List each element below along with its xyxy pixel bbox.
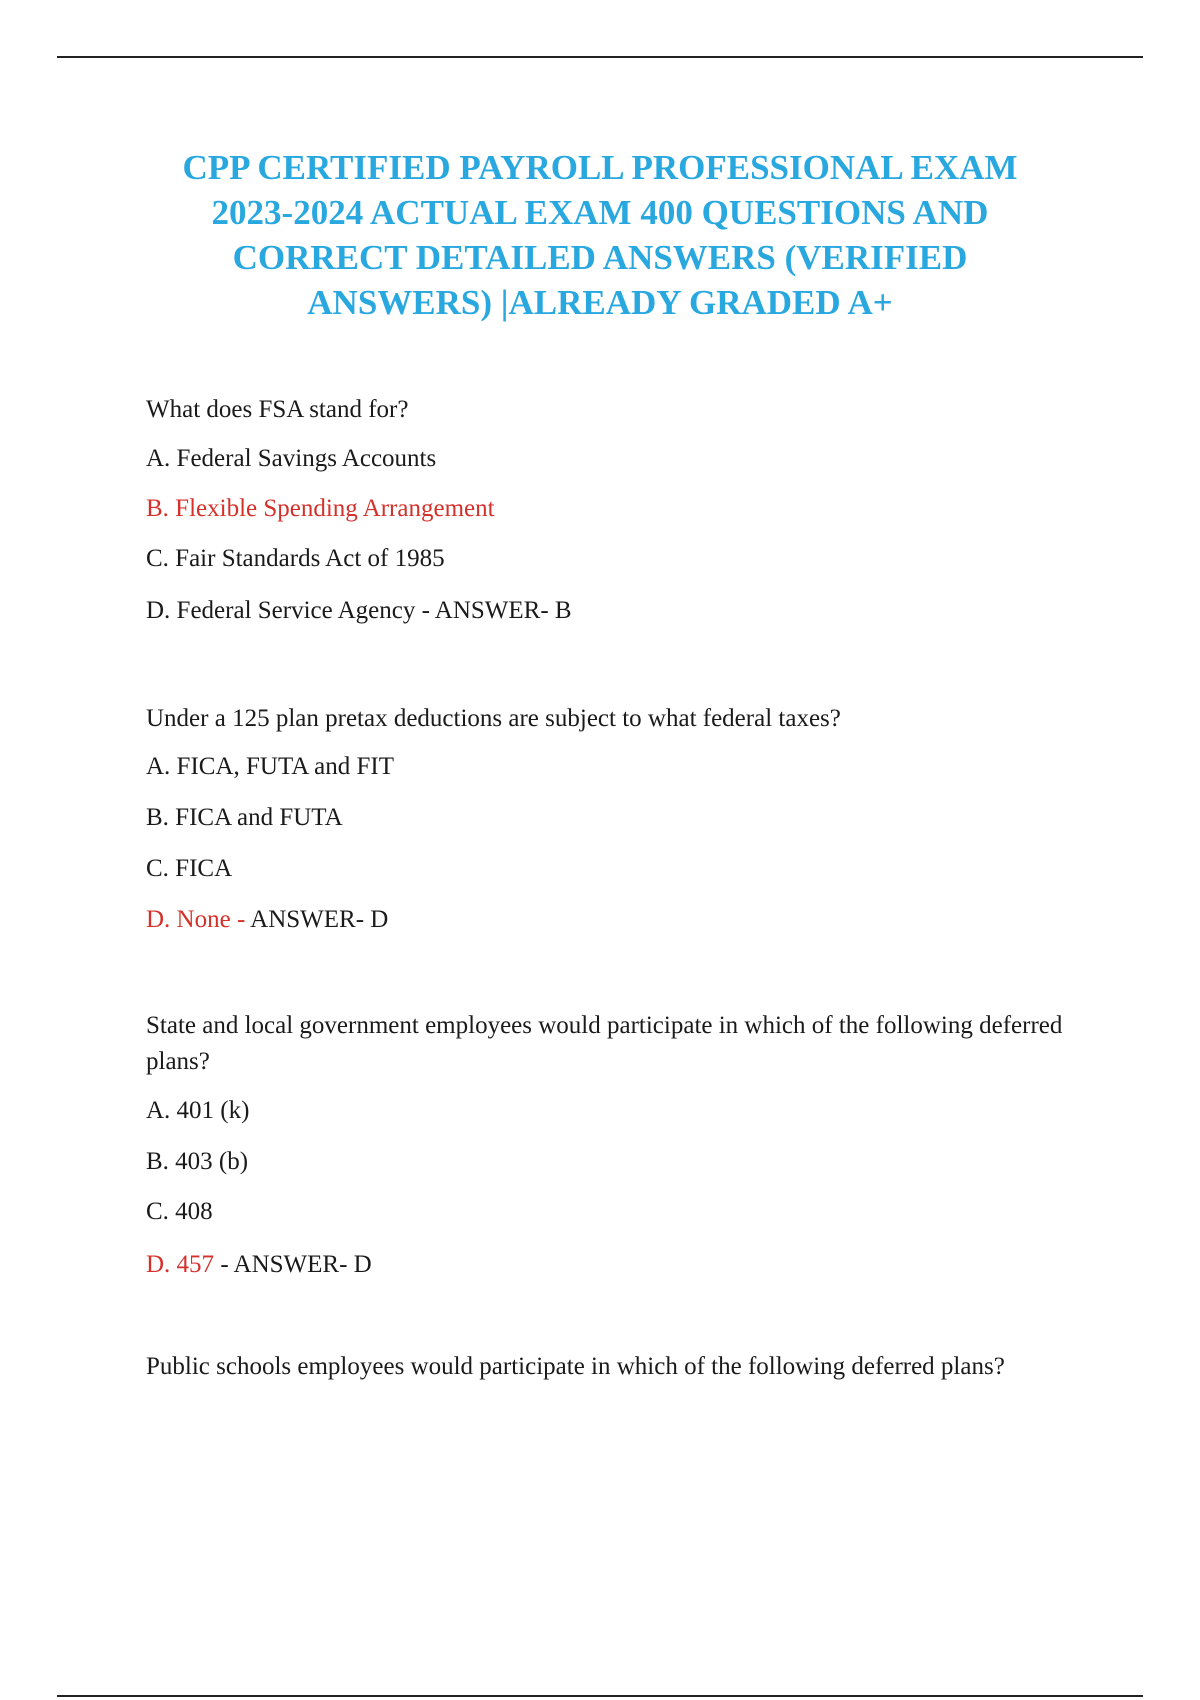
option-d-correct: D. None -	[146, 906, 246, 933]
title-line: CPP CERTIFIED PAYROLL PROFESSIONAL EXAM	[182, 148, 1018, 187]
option-a: A. FICA, FUTA and FIT	[146, 753, 395, 780]
option-b: B. FICA and FUTA	[146, 804, 343, 831]
question-text: What does FSA stand for?	[146, 396, 409, 423]
option-d	[146, 1250, 372, 1280]
title-line: 2023-2024 ACTUAL EXAM 400 QUESTIONS AND	[211, 193, 989, 232]
option-d-correct: D. 457	[146, 1251, 215, 1278]
option-d: D. Federal Service Agency - ANSWER- B	[146, 597, 572, 624]
question-text: Public schools employees would participate in which of the following deferred plans?	[146, 1353, 1005, 1380]
question-text: Under a 125 plan pretax deductions are subject to what federal taxes?	[146, 705, 841, 732]
option-c: C. FICA	[146, 855, 233, 882]
question-block-1	[146, 392, 1106, 632]
bottom-rule	[57, 1695, 1143, 1697]
option-a: A. Federal Savings Accounts	[146, 445, 437, 472]
question-block-2	[146, 701, 1106, 941]
answer-key: ANSWER- D	[245, 906, 389, 933]
option-b: B. 403 (b)	[146, 1148, 249, 1175]
title-line: ANSWERS) |ALREADY GRADED A+	[307, 283, 893, 322]
option-d	[146, 905, 388, 935]
document-title	[150, 145, 1050, 325]
question-text: State and local government employees would participate in which of the following deferred plans?	[146, 1012, 1063, 1075]
question-block-3	[146, 1008, 1106, 1288]
top-rule	[57, 56, 1143, 58]
answer-key: - ANSWER- D	[214, 1251, 372, 1278]
question-block-4	[146, 1349, 1066, 1385]
option-b-correct: B. Flexible Spending Arrangement	[146, 495, 495, 522]
option-a: A. 401 (k)	[146, 1097, 250, 1124]
option-c: C. Fair Standards Act of 1985	[146, 545, 445, 572]
title-line: CORRECT DETAILED ANSWERS (VERIFIED	[232, 238, 968, 277]
option-c: C. 408	[146, 1198, 213, 1225]
